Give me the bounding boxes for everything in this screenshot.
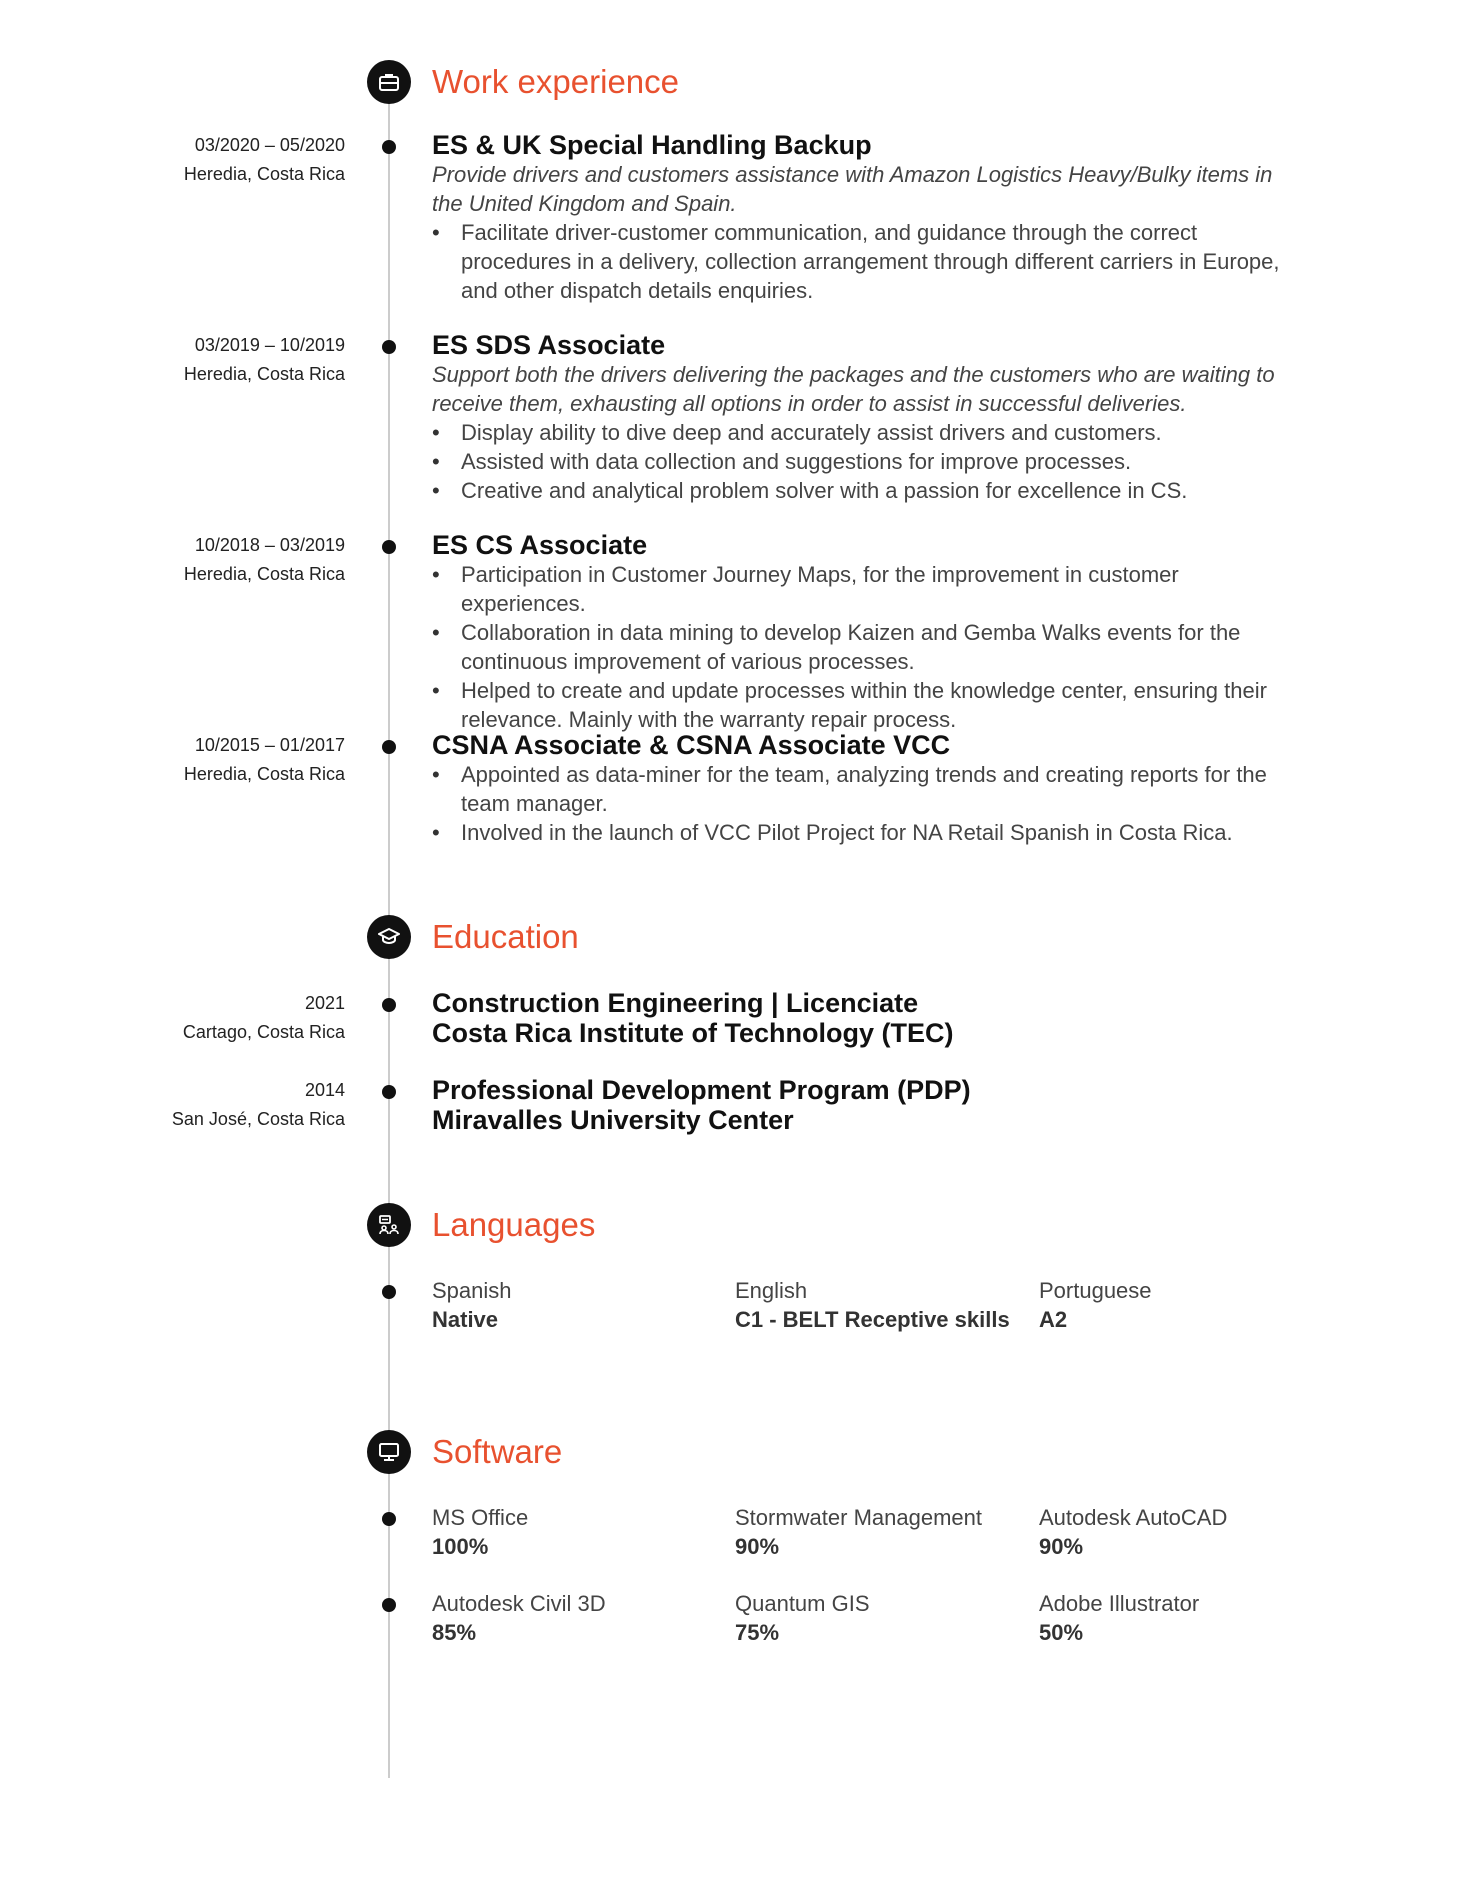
software-item (1039, 1503, 1227, 1561)
edu-school: Miravalles University Center (432, 1105, 794, 1135)
software-name: Autodesk AutoCAD (1039, 1505, 1228, 1530)
job-bullet: • Participation in Customer Journey Maps, for the improvement in customer experiences. (432, 560, 1292, 618)
job-location: Heredia, Costa Rica (183, 764, 345, 784)
software-item (1039, 1589, 1199, 1647)
job-location: Heredia, Costa Rica (183, 364, 345, 384)
timeline-dot (382, 1285, 396, 1299)
job-bullet: • Facilitate driver-customer communication, and guidance through the correct procedures in a delivery, collection arrangement through different carriers in Europe, and other dispatch details enquiries. (432, 218, 1292, 305)
section-title-languages: Languages (432, 1206, 596, 1243)
job-date-block (130, 331, 345, 389)
software-level: 85% (432, 1620, 477, 1645)
language-name: Portuguese (1039, 1278, 1152, 1303)
timeline-dot (382, 340, 396, 354)
job-date: 10/2018 – 03/2019 (194, 535, 345, 555)
job-title: ES CS Associate (432, 530, 648, 560)
graduation-cap-icon (367, 915, 411, 959)
job-bullet: • Helped to create and update processes within the knowledge center, ensuring their relevance. Mainly with the warranty repair process. (432, 676, 1292, 734)
edu-entry (432, 1075, 1292, 1135)
software-item (432, 1503, 528, 1561)
job-date: 10/2015 – 01/2017 (194, 735, 345, 755)
edu-school: Costa Rica Institute of Technology (TEC) (432, 1018, 954, 1048)
briefcase-icon (367, 60, 411, 104)
timeline-dot (382, 1085, 396, 1099)
job-entry (432, 730, 1292, 847)
edu-date: 2021 (304, 993, 345, 1013)
job-bullet: • Creative and analytical problem solver with a passion for excellence in CS. (432, 476, 1292, 505)
section-title-software: Software (432, 1433, 563, 1470)
job-title: CSNA Associate & CSNA Associate VCC (432, 730, 951, 760)
timeline-dot (382, 740, 396, 754)
software-name: MS Office (432, 1505, 529, 1530)
software-item (735, 1589, 870, 1647)
timeline-dot (382, 540, 396, 554)
software-level: 75% (735, 1620, 780, 1645)
job-date-block (130, 131, 345, 189)
edu-date: 2014 (304, 1080, 345, 1100)
job-title: ES & UK Special Handling Backup (432, 130, 872, 160)
language-name: English (735, 1278, 808, 1303)
edu-degree: Professional Development Program (PDP) (432, 1075, 971, 1105)
job-description: Provide drivers and customers assistance with Amazon Logistics Heavy/Bulky items in the United Kingdom and Spain. (432, 162, 1273, 216)
software-level: 50% (1039, 1620, 1084, 1645)
software-level: 100% (432, 1534, 489, 1559)
job-description: Support both the drivers delivering the packages and the customers who are waiting to receive them, exhausting all options in order to assist in successful deliveries. (432, 362, 1275, 416)
job-bullet: • Involved in the launch of VCC Pilot Project for NA Retail Spanish in Costa Rica. (432, 818, 1292, 847)
job-bullet: • Collaboration in data mining to develop Kaizen and Gemba Walks events for the continuous improvement of various processes. (432, 618, 1292, 676)
software-level: 90% (735, 1534, 780, 1559)
software-name: Adobe Illustrator (1039, 1591, 1200, 1616)
edu-date-block (130, 1076, 345, 1134)
language-item (735, 1276, 1010, 1334)
edu-entry (432, 988, 1292, 1048)
timeline-dot (382, 1598, 396, 1612)
section-title-work: Work experience (432, 63, 680, 100)
software-item (432, 1589, 606, 1647)
software-name: Stormwater Management (735, 1505, 982, 1530)
job-bullet: • Appointed as data-miner for the team, analyzing trends and creating reports for the team manager. (432, 760, 1292, 818)
job-bullet: • Display ability to dive deep and accurately assist drivers and customers. (432, 418, 1292, 447)
job-date-block (130, 731, 345, 789)
edu-degree: Construction Engineering | Licenciate (432, 988, 919, 1018)
language-item (432, 1276, 512, 1334)
timeline-dot (382, 140, 396, 154)
language-level: C1 - BELT Receptive skills (735, 1307, 1010, 1332)
job-entry (432, 330, 1292, 505)
edu-location: Cartago, Costa Rica (182, 1022, 345, 1042)
software-level: 90% (1039, 1534, 1084, 1559)
job-location: Heredia, Costa Rica (183, 164, 345, 184)
language-level: A2 (1039, 1307, 1068, 1332)
job-entry (432, 530, 1292, 734)
job-date-block (130, 531, 345, 589)
job-date: 03/2020 – 05/2020 (194, 135, 345, 155)
language-item (1039, 1276, 1152, 1334)
job-date: 03/2019 – 10/2019 (194, 335, 345, 355)
job-entry (432, 130, 1292, 305)
job-bullet: • Assisted with data collection and suggestions for improve processes. (432, 447, 1292, 476)
software-item (735, 1503, 982, 1561)
edu-date-block (130, 989, 345, 1047)
language-name: Spanish (432, 1278, 512, 1303)
software-name: Quantum GIS (735, 1591, 870, 1616)
languages-icon (367, 1203, 411, 1247)
job-title: ES SDS Associate (432, 330, 666, 360)
language-level: Native (432, 1307, 499, 1332)
timeline-dot (382, 1512, 396, 1526)
software-name: Autodesk Civil 3D (432, 1591, 606, 1616)
edu-location: San José, Costa Rica (171, 1109, 345, 1129)
section-title-education: Education (432, 918, 579, 955)
monitor-icon (367, 1430, 411, 1474)
timeline-dot (382, 998, 396, 1012)
job-location: Heredia, Costa Rica (183, 564, 345, 584)
